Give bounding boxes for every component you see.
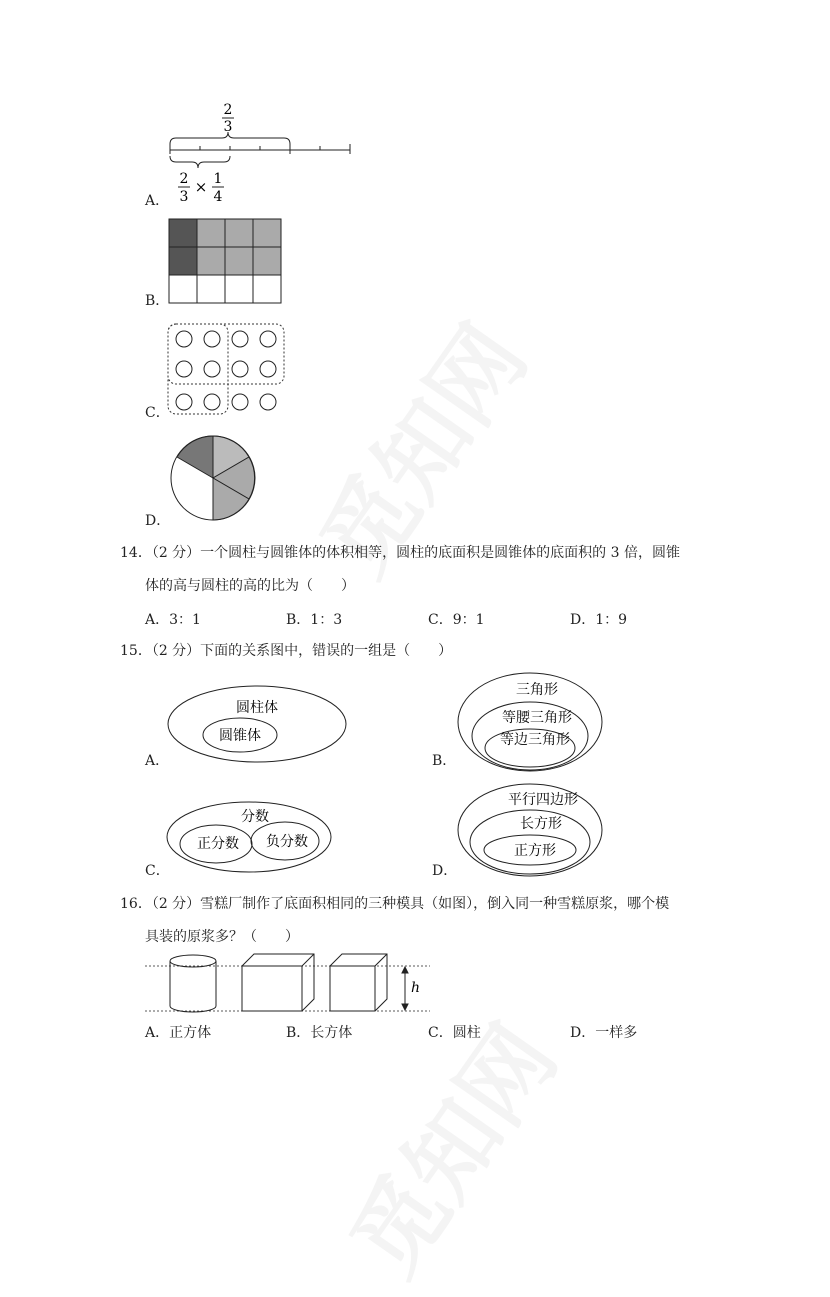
q16-option-d[interactable]: D．一样多 [570, 1025, 638, 1041]
q14-option-b[interactable]: B．1：3 [286, 612, 343, 628]
q15-stem: 15．（2 分）下面的关系图中，错误的一组是（ ） [120, 643, 453, 659]
q15-c-right-label: 负分数 [266, 834, 308, 850]
q16-stem-line1: 16．（2 分）雪糕厂制作了底面积相同的三种模具（如图），倒入同一种雪糕原浆，哪个模 [120, 896, 670, 912]
expr-f2-num: 1 [213, 171, 223, 187]
q15-option-b-letter[interactable]: B． [432, 753, 457, 769]
q15-diagram-b [455, 670, 605, 775]
expr-operator: × [194, 178, 208, 196]
expr-f1-den: 3 [179, 189, 189, 205]
q15-c-outer-label: 分数 [241, 809, 269, 825]
q14-stem-line1: 14．（2 分）一个圆柱与圆锥体的体积相等，圆柱的底面积是圆锥体的底面积的 3 倍，圆锥 [120, 545, 680, 561]
q15-option-c-letter[interactable]: C． [145, 863, 170, 879]
q13-option-c-letter[interactable]: C． [145, 405, 170, 421]
q15-a-inner-label: 圆锥体 [219, 728, 261, 744]
q15-d-middle-label: 长方形 [520, 816, 562, 832]
q15-diagram-c [165, 800, 335, 875]
q16-stem-line2: 具装的原浆多？（ ） [145, 929, 299, 945]
q16-option-c[interactable]: C．圆柱 [428, 1025, 481, 1041]
q15-d-outer-label: 平行四边形 [508, 792, 578, 808]
q13-option-c-circles [165, 322, 290, 417]
expr-f1-num: 2 [179, 171, 189, 187]
q15-diagram-a [165, 684, 350, 769]
brace-top-numerator: 2 [223, 102, 233, 118]
q14-stem-line2: 体的高与圆柱的高的比为（ ） [145, 578, 355, 594]
q15-b-outer-label: 三角形 [516, 682, 558, 698]
expr-f2-den: 4 [213, 189, 223, 205]
q15-b-middle-label: 等腰三角形 [502, 710, 572, 726]
q15-diagram-d [455, 780, 605, 880]
q16-option-b[interactable]: B．长方体 [286, 1025, 353, 1041]
q15-c-left-label: 正分数 [197, 836, 239, 852]
q16-molds-figure [140, 948, 440, 1016]
q15-option-d-letter[interactable]: D． [432, 863, 458, 879]
q13-option-d-letter[interactable]: D． [145, 513, 171, 529]
q15-d-inner-label: 正方形 [514, 843, 556, 859]
q13-option-a-letter[interactable]: A． [145, 193, 170, 209]
q14-option-c[interactable]: C．9：1 [428, 612, 485, 628]
q13-option-b-grid [168, 218, 284, 304]
q13-option-b-letter[interactable]: B． [145, 293, 170, 309]
q14-option-a[interactable]: A．3：1 [145, 612, 201, 628]
q16-height-label: h [411, 980, 421, 996]
q13-option-d-pie [168, 432, 258, 524]
q13-option-a-figure [160, 98, 360, 208]
q14-option-d[interactable]: D．1：9 [570, 612, 628, 628]
q16-option-a[interactable]: A．正方体 [145, 1025, 212, 1041]
q15-b-inner-label: 等边三角形 [500, 732, 570, 748]
brace-top-denominator: 3 [223, 119, 233, 135]
q15-option-a-letter[interactable]: A． [145, 753, 170, 769]
q15-a-outer-label: 圆柱体 [236, 700, 278, 716]
